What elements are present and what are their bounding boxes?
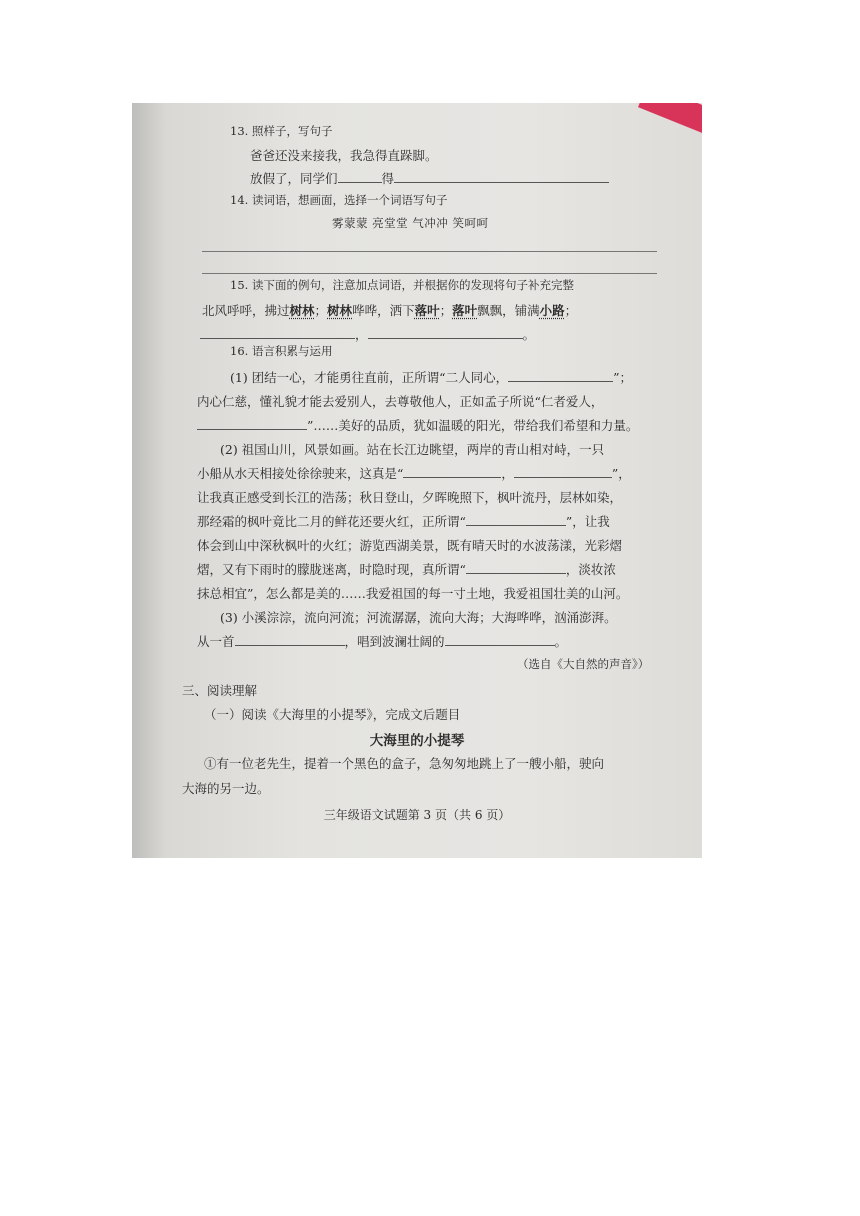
- q16-p2-line6: [197, 560, 616, 578]
- q14-words: 雾蒙蒙 亮堂堂 气冲冲 笑呵呵: [332, 216, 489, 230]
- q16-p2-blank-2[interactable]: [514, 466, 612, 478]
- q16-p3-line2: [197, 632, 567, 650]
- q13-blank-2[interactable]: [394, 171, 609, 183]
- q16-p2-l2c: ”，: [611, 466, 631, 481]
- q16-p1-l1b: ”；: [613, 370, 632, 385]
- q15-w1: 树林: [289, 303, 315, 318]
- q16-p2-line3: 让我真正感受到长江的浩荡；秋日登山，夕晖晚照下，枫叶流丹，层林如染，: [197, 490, 623, 505]
- section3-sub: （一）阅读《大海里的小提琴》，完成文后题目: [204, 707, 461, 722]
- passage-title: 大海里的小提琴: [369, 733, 465, 749]
- exam-page-photo: [132, 103, 702, 858]
- q15-w2: 树林: [327, 303, 353, 318]
- q16-p3-l2c: 。: [554, 634, 568, 649]
- q15-answer-row: ， 。: [200, 325, 535, 343]
- q16-p3-line1: (3) 小溪淙淙，流向河流；河流潺潺，流向大海；大海哗哗，汹涌澎湃。: [220, 610, 617, 625]
- q16-p1-line1: [230, 368, 632, 386]
- q16-p2-l6b: ，淡妆浓: [565, 562, 616, 577]
- q15-blank-2[interactable]: [368, 327, 523, 339]
- q16-p3-l2a: 从一首: [197, 634, 235, 649]
- q16-p2-blank-4[interactable]: [466, 562, 566, 574]
- q15-s1: 北风呼呼，拂过: [202, 303, 290, 318]
- q15-s3: 哗哗，洒下: [352, 303, 415, 318]
- q16-p2-l4b: ”，让我: [565, 514, 610, 529]
- q15-w5: 小路: [539, 303, 565, 318]
- q15-s2: ；: [314, 303, 328, 318]
- q16-p1-line2: 内心仁慈，懂礼貌才能去爱别人，去尊敬他人，正如孟子所说“仁者爱人，: [197, 394, 604, 409]
- q15-label: 15. 读下面的例句，注意加点词语，并根据你的发现将句子补充完整: [230, 278, 574, 292]
- q16-p3-blank-2[interactable]: [445, 634, 555, 646]
- q16-p3-blank-1[interactable]: [235, 634, 345, 646]
- q13-example: 爸爸还没来接我，我急得直跺脚。: [250, 148, 438, 163]
- section3-heading: 三、阅读理解: [182, 683, 258, 698]
- q16-source: （选自《大自然的声音》）: [517, 657, 650, 671]
- q16-p2-l4a: 那经霜的枫叶竟比二月的鲜花还要火红，正所谓“: [197, 514, 466, 529]
- q15-w3: 落叶: [414, 303, 440, 318]
- q13-prompt: [250, 169, 609, 187]
- q13-prompt-a: 放假了，同学们: [250, 171, 338, 186]
- q16-p2-line1: (2) 祖国山川，风景如画。站在长江边眺望，两岸的青山相对峙，一只: [220, 442, 605, 457]
- q15-s6: ；: [564, 303, 578, 318]
- q16-label: 16. 语言积累与运用: [230, 344, 333, 358]
- q13-label: 13. 照样子，写句子: [230, 124, 333, 138]
- q16-p2-line4: [197, 512, 610, 530]
- q14-answer-line-1[interactable]: [202, 251, 657, 252]
- q16-p2-l2b: ，: [501, 466, 514, 481]
- q14-label: 14. 读词语，想画面，选择一个词语写句子: [230, 193, 448, 207]
- q16-p3-l2b: ，唱到波澜壮阔的: [344, 634, 445, 649]
- passage-para1-line2: 大海的另一边。: [182, 781, 270, 796]
- q13-blank-1[interactable]: [338, 171, 382, 183]
- q16-p2-line7: 抹总相宜”，怎么都是美的……我爱祖国的每一寸土地，我爱祖国壮美的山河。: [197, 586, 629, 601]
- q16-p1-l3: ”……美好的品质，犹如温暖的阳光，带给我们希望和力量。: [307, 418, 639, 433]
- q16-p1-line3: [197, 416, 638, 434]
- q15-blank-1[interactable]: [200, 327, 355, 339]
- q16-p1-blank-2[interactable]: [197, 418, 307, 430]
- q15-example: [202, 301, 577, 319]
- q16-p2-l6a: 熠，又有下雨时的朦胧迷离，时隐时现，真所谓“: [197, 562, 466, 577]
- q15-s4: ；: [439, 303, 453, 318]
- q16-p2-l2a: 小船从水天相接处徐徐驶来，这真是“: [197, 466, 404, 481]
- q16-p2-line5: 体会到山中深秋枫叶的火红；游览西湖美景，既有晴天时的水波荡漾，光彩熠: [197, 538, 623, 553]
- q16-p2-blank-1[interactable]: [403, 466, 501, 478]
- corner-stamp: [638, 103, 702, 137]
- passage-para1-line1: ①有一位老先生，提着一个黑色的盒子，急匆匆地跳上了一艘小船，驶向: [204, 756, 605, 771]
- q16-p2-blank-3[interactable]: [466, 514, 566, 526]
- q16-p1-l1a: (1) 团结一心，才能勇往直前，正所谓“二人同心，: [230, 370, 509, 385]
- q16-p1-blank-1[interactable]: [508, 370, 613, 382]
- q15-s5: 飘飘，铺满: [477, 303, 540, 318]
- q13-prompt-b: 得: [381, 171, 395, 186]
- q14-answer-line-2[interactable]: [202, 273, 657, 274]
- page-footer: 三年级语文试题第 3 页（共 6 页）: [323, 808, 511, 822]
- q16-p2-line2: [197, 464, 631, 482]
- q15-w4: 落叶: [452, 303, 478, 318]
